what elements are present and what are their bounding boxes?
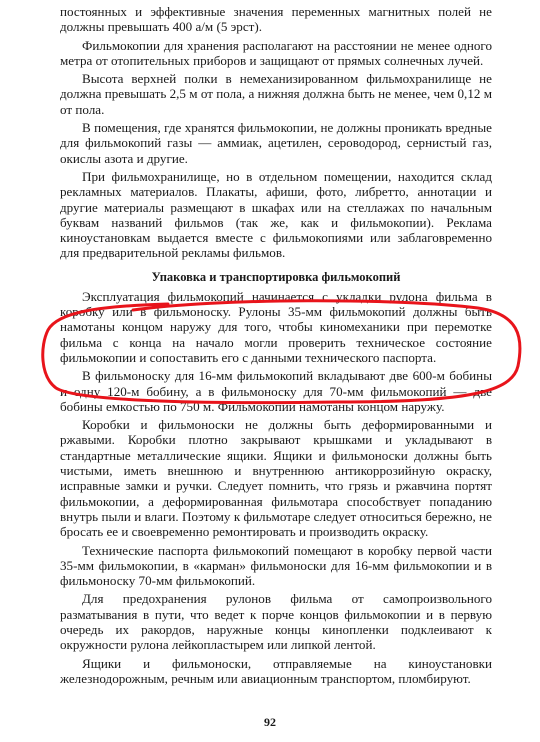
paragraph: Коробки и фильмоноски не должны быть деформированными и ржавыми. Коробки плотно закрывают крышками и укладывают в стандартные металлические ящики. Ящики и фильмоноски должны быть чистыми, иметь внешнюю и внутреннюю антикоррозийную окраску, исправные замки и ручки. Следует помнить, что грязь и ржавчина портят фильмокопии, а деформированная фильмотара способствует попаданию внутрь пыли и влаги. Поэтому к фильмотаре следует относиться бережно, не бросать ее и своевременно ремонтировать и производить окраску.	[60, 417, 492, 540]
paragraph: В фильмоноску для 16-мм фильмокопий вкладывают две 600-м бобины и одну 120-м бобину, а в фильмоноску для 70-мм фильмокопий — две бобины емкостью по 750 м. Фильмокопии намотаны концом наружу.	[60, 368, 492, 414]
paragraph: При фильмохранилище, но в отдельном помещении, находится склад рекламных материалов. Плакаты, афиши, фото, либретто, аннотации и другие материалы размещают в шкафах или на стеллажах по начальным буквам названий фильмов (так же, как и фильмокопии). Реклама киноустановкам выдается вместе с фильмокопиями или заблаговременно для предварительной рекламы фильмов.	[60, 168, 492, 261]
paragraph: В помещения, где хранятся фильмокопии, не должны проникать вредные для фильмокопий газы — аммиак, ацетилен, сероводород, сернистый газ, окислы азота и другие.	[60, 120, 492, 166]
paragraph: Ящики и фильмоноски, отправляемые на киноустановки железнодорожным, речным или авиационным транспортом, пломбируют.	[60, 655, 492, 686]
paragraph: постоянных и эффективные значения переменных магнитных полей не должны превышать 400 а/м (5 эрст).	[60, 4, 492, 35]
paragraph: Технические паспорта фильмокопий помещают в коробку первой части 35-мм фильмокопии, в «карман» фильмоноски для 16-мм фильмокопии и в фильмоноску 70-мм фильмокопий.	[60, 542, 492, 589]
circled-paragraph: Эксплуатация фильмокопий начинается с укладки рулона фильма в коробку или в фильмоноску. Рулоны 35-мм фильмокопий должны быть намотаны концом наружу для того, чтобы киномеханики при перемотке фильма с конца на начало могли проверить техническое состояние фильмокопии и сопоставить его с данными технического паспорта.	[60, 288, 492, 365]
page-number: 92	[264, 715, 276, 729]
text-column	[60, 4, 492, 686]
paragraph: Фильмокопии для хранения располагают на расстоянии не менее одного метра от отопительных приборов и защищают от прямых солнечных лучей.	[60, 37, 492, 68]
paragraph: Для предохранения рулонов фильма от самопроизвольного разматывания в пути, что ведет к порче концов фильмокопии и в первую очередь их ракордов, наружные концы кинопленки подклеивают к окружности рулона лейкопластырем или липкой лентой.	[60, 591, 492, 653]
section-heading: Упаковка и транспортировка фильмокопий	[151, 269, 401, 284]
paragraph: Высота верхней полки в немеханизированном фильмохранилище не должна превышать 2,5 м от пола, а нижняя должна быть не менее, чем 0,12 м от пола.	[60, 71, 492, 117]
